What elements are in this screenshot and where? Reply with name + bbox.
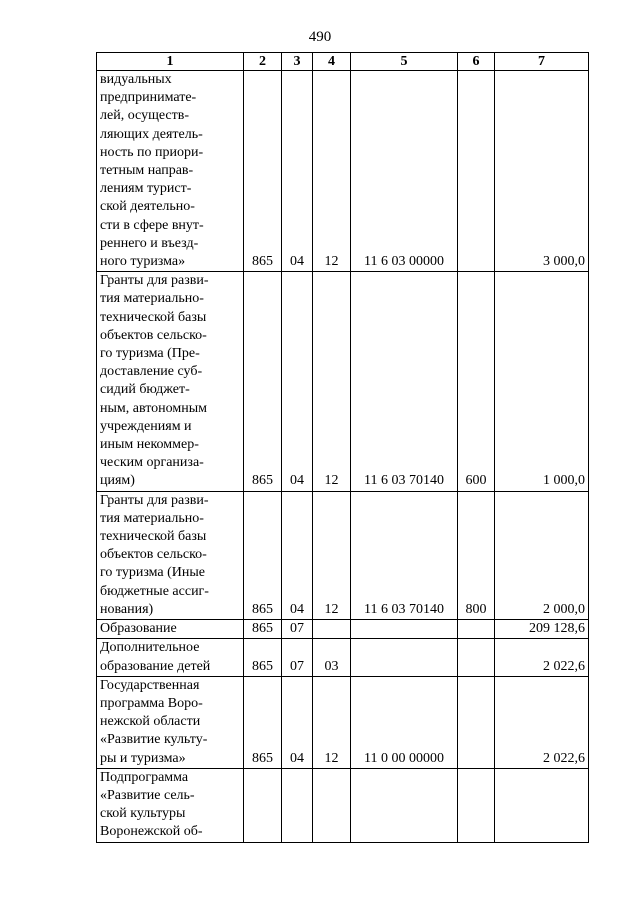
amount-cell: 2 022,6 bbox=[495, 639, 589, 676]
expense-type-cell bbox=[458, 71, 495, 272]
item-name-cell bbox=[97, 71, 244, 272]
table-row bbox=[97, 620, 589, 639]
chapter-code-cell: 865 bbox=[244, 639, 282, 676]
expense-type-cell bbox=[458, 639, 495, 676]
table-row bbox=[97, 676, 589, 768]
item-name-line: бюджетные ассиг- bbox=[100, 583, 209, 599]
target-article-cell bbox=[351, 768, 458, 842]
item-name-line: доставление суб- bbox=[100, 364, 203, 380]
section-code-cell: 04 bbox=[282, 676, 313, 768]
item-name-line: предпринимате- bbox=[100, 90, 197, 106]
item-name-line: лей, осуществ- bbox=[100, 108, 190, 124]
item-name-line: «Развитие сель- bbox=[100, 787, 195, 803]
item-name-line: учреждениям и bbox=[100, 418, 192, 434]
chapter-code-cell: 865 bbox=[244, 620, 282, 639]
item-name-line: сти в сфере внут- bbox=[100, 217, 204, 233]
target-article-cell: 11 6 03 70140 bbox=[351, 272, 458, 491]
section-code-cell: 04 bbox=[282, 491, 313, 619]
item-name-line: ры и туризма» bbox=[100, 750, 186, 766]
item-name-line: ской деятельно- bbox=[100, 199, 195, 215]
chapter-code-cell bbox=[244, 768, 282, 842]
item-name-line: иным некоммер- bbox=[100, 437, 199, 453]
item-name-line: ным, автономным bbox=[100, 400, 208, 416]
table-row bbox=[97, 491, 589, 619]
item-name-line: Воронежской об- bbox=[100, 824, 203, 840]
expense-type-cell bbox=[458, 768, 495, 842]
target-article-cell: 11 6 03 00000 bbox=[351, 71, 458, 272]
chapter-code-cell: 865 bbox=[244, 491, 282, 619]
header-row bbox=[97, 53, 589, 71]
item-name-line: объектов сельско- bbox=[100, 547, 207, 563]
amount-cell: 1 000,0 bbox=[495, 272, 589, 491]
section-code-cell: 07 bbox=[282, 639, 313, 676]
target-article-cell: 11 0 00 00000 bbox=[351, 676, 458, 768]
item-name-line: программа Воро- bbox=[100, 695, 203, 711]
item-name-line: объектов сельско- bbox=[100, 327, 207, 343]
item-name-line: ность по приори- bbox=[100, 144, 204, 160]
item-name-cell bbox=[97, 272, 244, 491]
item-name-cell bbox=[97, 639, 244, 676]
item-name-line: реннего и въезд- bbox=[100, 235, 199, 251]
subsection-code-cell: 12 bbox=[313, 272, 351, 491]
column-header-6: 6 bbox=[458, 53, 495, 71]
item-name-line: образование детей bbox=[100, 658, 211, 674]
table-row bbox=[97, 71, 589, 272]
item-name-line: тетным направ- bbox=[100, 163, 194, 179]
item-name-cell bbox=[97, 676, 244, 768]
column-header-2: 2 bbox=[244, 53, 282, 71]
expense-type-cell bbox=[458, 620, 495, 639]
item-name-line: ской культуры bbox=[100, 806, 186, 822]
item-name-line: Дополнительное bbox=[100, 640, 200, 656]
item-name-line: Гранты для разви- bbox=[100, 273, 209, 289]
chapter-code-cell: 865 bbox=[244, 71, 282, 272]
column-header-5: 5 bbox=[351, 53, 458, 71]
table-body bbox=[97, 71, 589, 843]
chapter-code-cell: 865 bbox=[244, 676, 282, 768]
table-row bbox=[97, 639, 589, 676]
subsection-code-cell: 03 bbox=[313, 639, 351, 676]
item-name-line: Образование bbox=[100, 621, 177, 637]
table-row bbox=[97, 272, 589, 491]
section-code-cell: 07 bbox=[282, 620, 313, 639]
target-article-cell: 11 6 03 70140 bbox=[351, 491, 458, 619]
amount-cell: 3 000,0 bbox=[495, 71, 589, 272]
item-name-line: видуальных bbox=[100, 72, 172, 87]
subsection-code-cell: 12 bbox=[313, 71, 351, 272]
table-row bbox=[97, 768, 589, 842]
item-name-line: ческим организа- bbox=[100, 455, 204, 471]
target-article-cell bbox=[351, 639, 458, 676]
item-name-line: технической базы bbox=[100, 529, 207, 545]
section-code-cell: 04 bbox=[282, 71, 313, 272]
expense-type-cell: 800 bbox=[458, 491, 495, 619]
section-code-cell: 04 bbox=[282, 272, 313, 491]
subsection-code-cell: 12 bbox=[313, 676, 351, 768]
amount-cell: 2 000,0 bbox=[495, 491, 589, 619]
subsection-code-cell: 12 bbox=[313, 491, 351, 619]
item-name-line: сидий бюджет- bbox=[100, 382, 190, 398]
column-header-7: 7 bbox=[495, 53, 589, 71]
column-header-3: 3 bbox=[282, 53, 313, 71]
subsection-code-cell bbox=[313, 768, 351, 842]
item-name-line: Гранты для разви- bbox=[100, 492, 209, 508]
item-name-cell bbox=[97, 491, 244, 619]
amount-cell: 2 022,6 bbox=[495, 676, 589, 768]
column-header-1: 1 bbox=[97, 53, 244, 71]
expense-type-cell: 600 bbox=[458, 272, 495, 491]
item-name-line: нежской области bbox=[100, 714, 201, 730]
expense-type-cell bbox=[458, 676, 495, 768]
amount-cell: 209 128,6 bbox=[495, 620, 589, 639]
item-name-line: Государственная bbox=[100, 677, 200, 693]
item-name-line: нования) bbox=[100, 601, 154, 617]
column-header-4: 4 bbox=[313, 53, 351, 71]
item-name-line: ляющих деятель- bbox=[100, 126, 203, 142]
item-name-line: ного туризма» bbox=[100, 254, 186, 270]
item-name-line: «Развитие культу- bbox=[100, 732, 208, 748]
item-name-line: го туризма (Иные bbox=[100, 565, 206, 581]
item-name-line: технической базы bbox=[100, 309, 207, 325]
subsection-code-cell bbox=[313, 620, 351, 639]
section-code-cell bbox=[282, 768, 313, 842]
chapter-code-cell: 865 bbox=[244, 272, 282, 491]
target-article-cell bbox=[351, 620, 458, 639]
page-number: 490 bbox=[308, 29, 332, 45]
item-name-line: лениям турист- bbox=[100, 181, 192, 197]
budget-table bbox=[96, 52, 589, 843]
item-name-line: тия материально- bbox=[100, 291, 204, 307]
item-name-line: го туризма (Пре- bbox=[100, 346, 200, 362]
amount-cell bbox=[495, 768, 589, 842]
item-name-cell bbox=[97, 620, 244, 639]
item-name-line: циям) bbox=[100, 473, 135, 489]
item-name-line: тия материально- bbox=[100, 510, 204, 526]
item-name-cell bbox=[97, 768, 244, 842]
item-name-line: Подпрограмма bbox=[100, 769, 189, 785]
